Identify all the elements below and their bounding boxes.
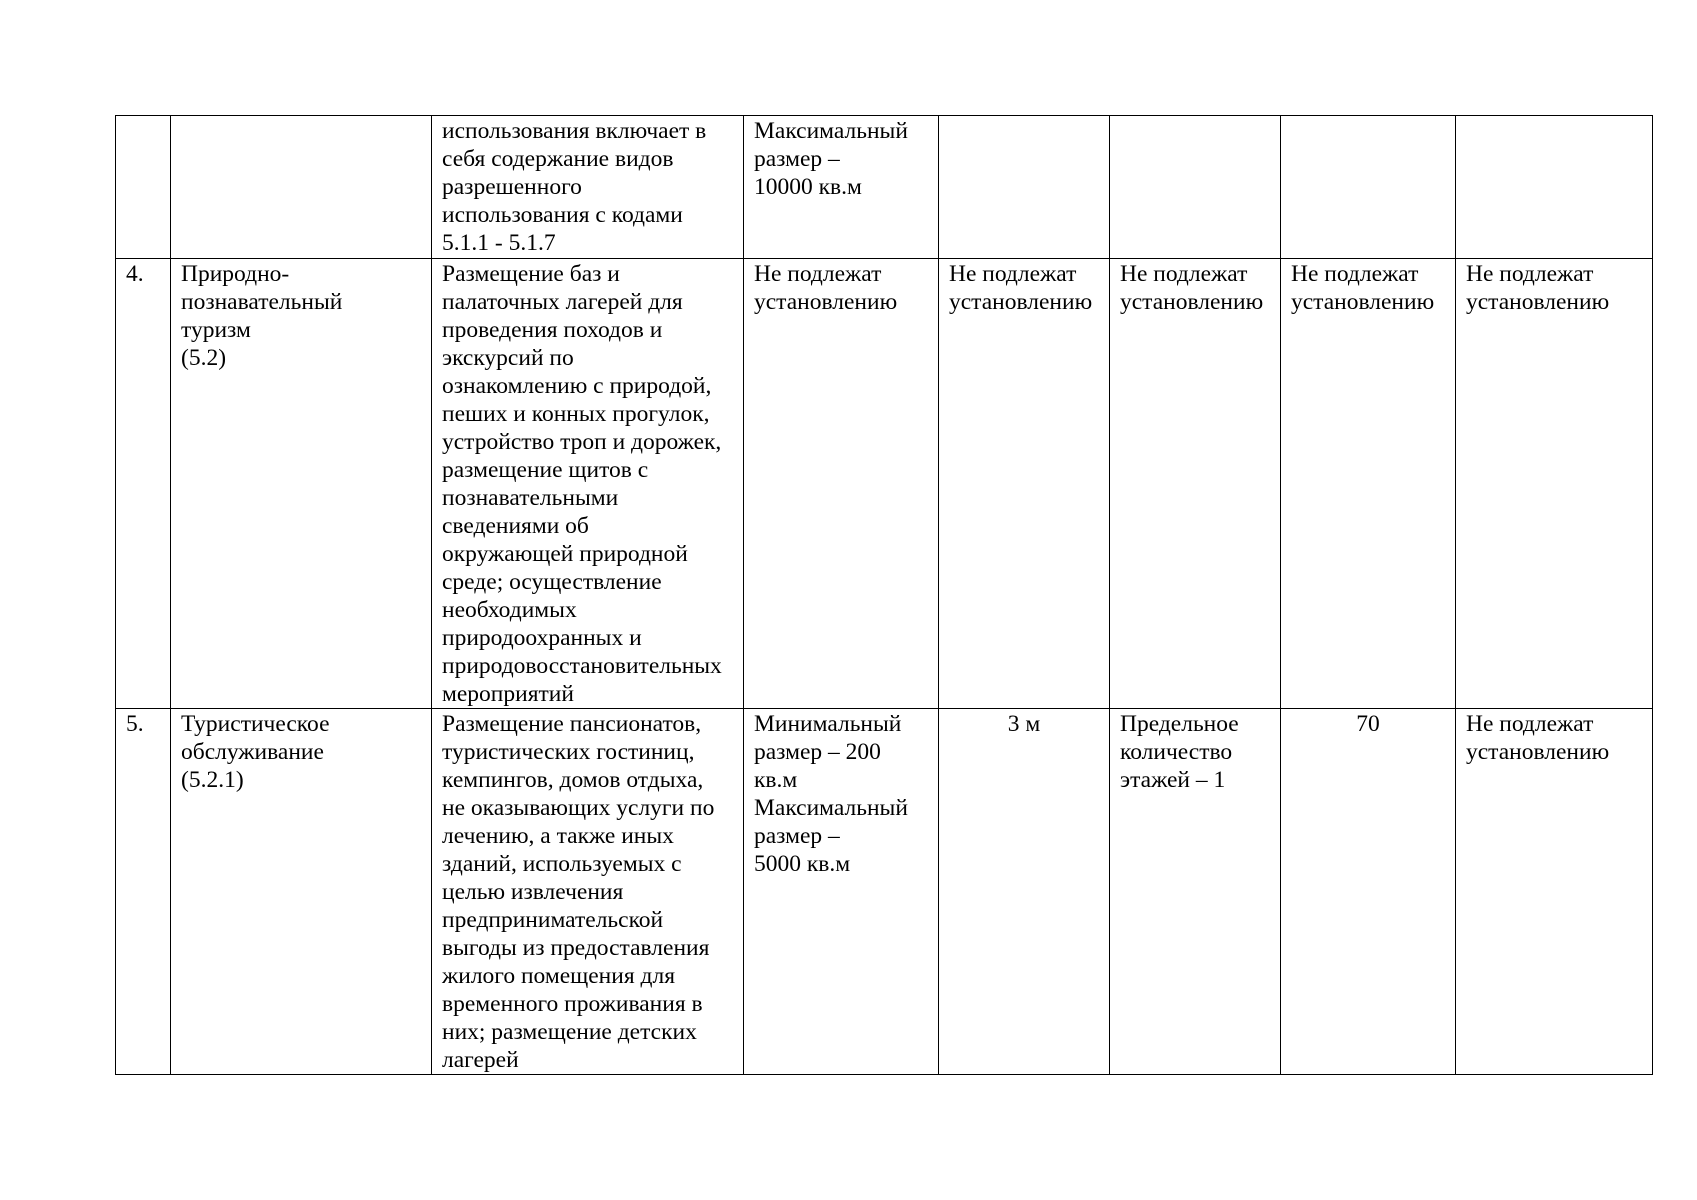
cell-use-name: Туристическое обслуживание (5.2.1) [171,709,432,1075]
cell-floors: Не подлежат установлению [1110,259,1281,709]
cell-use-description: Размещение пансионатов, туристических гостиниц, кемпингов, домов отдыха, не оказывающих услуги по лечению, а также иных зданий, используемых с целью извлечения предпринимательской выгоды из предоставления жилого помещения для временного проживания в них; размещение детских лагерей [432,709,744,1075]
cell-indent [939,116,1110,259]
cell-floors [1110,116,1281,259]
cell-floors: Предельное количество этажей – 1 [1110,709,1281,1075]
cell-indent: Не подлежат установлению [939,259,1110,709]
table-row [116,709,1653,1075]
table-row [116,259,1653,709]
cell-number: 5. [116,709,171,1075]
cell-indent: 3 м [939,709,1110,1075]
cell-plot-size: Максимальный размер – 10000 кв.м [744,116,939,259]
cell-number [116,116,171,259]
cell-use-name [171,116,432,259]
cell-plot-size: Не подлежат установлению [744,259,939,709]
cell-use-description: использования включает в себя содержание видов разрешенного использования с кодами 5.1.1 - 5.1.7 [432,116,744,259]
cell-other: Не подлежат установлению [1456,259,1653,709]
cell-use-name: Природно- познавательный туризм (5.2) [171,259,432,709]
cell-number: 4. [116,259,171,709]
cell-plot-size: Минимальный размер – 200 кв.м Максимальный размер – 5000 кв.м [744,709,939,1075]
cell-other [1456,116,1653,259]
table-row [116,116,1653,259]
cell-coverage: 70 [1281,709,1456,1075]
cell-use-description: Размещение баз и палаточных лагерей для проведения походов и экскурсий по ознакомлению с природой, пеших и конных прогулок, устройство троп и дорожек, размещение щитов с познавательными сведениями об окружающей природной среде; осуществление необходимых природоохранных и природовосстановительных мероприятий [432,259,744,709]
cell-coverage [1281,116,1456,259]
cell-other: Не подлежат установлению [1456,709,1653,1075]
cell-coverage: Не подлежат установлению [1281,259,1456,709]
regulations-table [115,115,1653,1075]
